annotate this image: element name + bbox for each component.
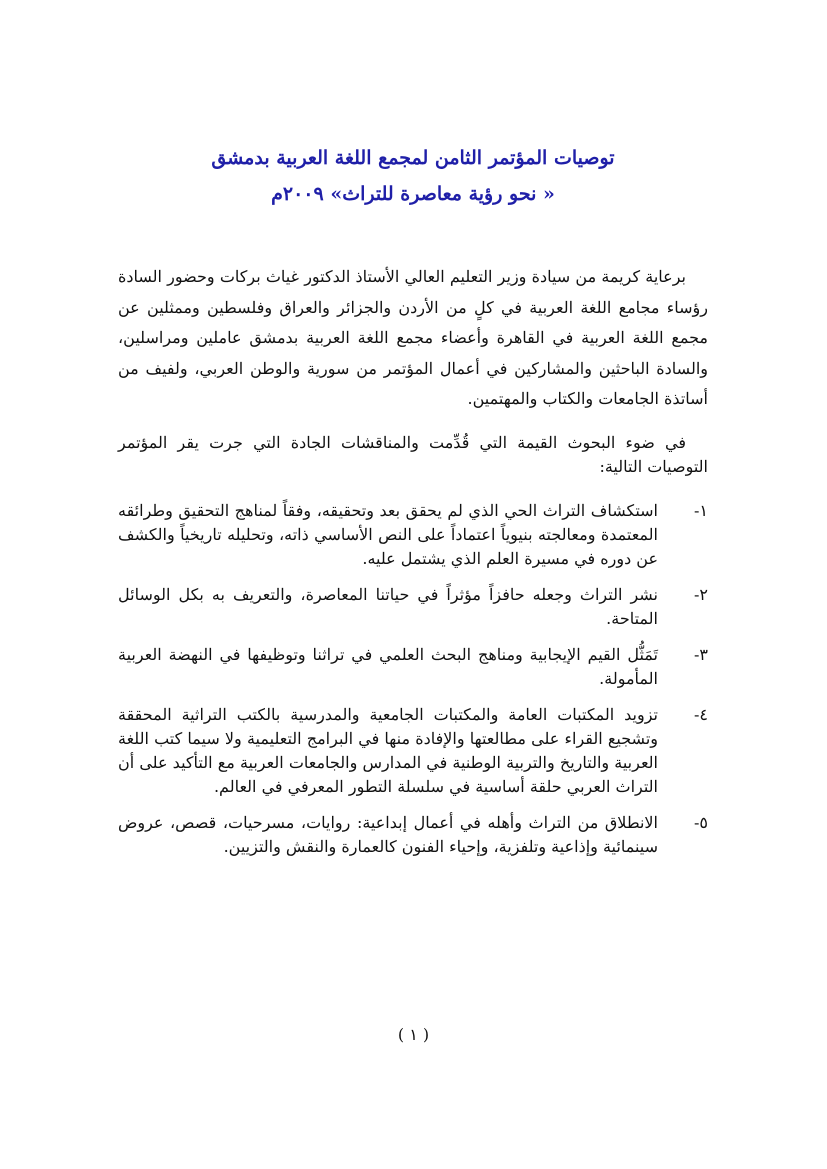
recommendation-number: ١- [694,500,708,520]
document-title: توصيات المؤتمر الثامن لمجمع اللغة العربية بدمشق [211,147,615,169]
page-number: ( ١ ) [397,1025,430,1044]
recommendation-number: ٢- [694,584,708,604]
recommendations-list [118,499,708,859]
document-page [118,140,708,871]
recommendation-text: استكشاف التراث الحي الذي لم يحقق بعد وتحقيقه، وفقاً لمناهج التحقيق وطرائقه المعتمدة ومعالجته بنيوياً اعتماداً على النص الأساسي ذاته، وتحليله تاريخياً والكشف عن دوره في مسيرة العلم الذي يشتمل عليه. [118,500,658,568]
recommendation-text: نشر التراث وجعله حافزاً مؤثراً في حياتنا المعاصرة، والتعريف به بكل الوسائل المتاحة. [118,584,658,628]
recommendation-number: ٥- [694,812,708,832]
recommendation-text: الانطلاق من التراث وأهله في أعمال إبداعية: روايات، مسرحيات، قصص، عروض سينمائية وإذاعية وتلفزية، وإحياء الفنون كالعمارة والنقش والتزيين. [118,812,658,856]
recommendation-item [118,583,708,631]
recommendation-item [118,703,708,799]
document-subtitle: « نحو رؤية معاصرة للتراث» ٢٠٠٩م [271,183,555,205]
intro-paragraph: في ضوء البحوث القيمة التي قُدِّمت والمناقشات الجادة التي جرت يقر المؤتمر التوصيات التالية: [118,432,708,476]
recommendation-item [118,643,708,691]
recommendation-text: تَمَثُّل القيم الإيجابية ومناهج البحث العلمي في تراثنا وتوظيفها في النهضة العربية المأمولة. [118,644,658,688]
recommendation-item [118,811,708,859]
title-block [118,140,708,212]
opening-paragraph: برعاية كريمة من سيادة وزير التعليم العالي الأستاذ الدكتور غياث بركات وحضور السادة رؤساء مجامع اللغة العربية في كلٍ من الأردن والجزائر والعراق وفلسطين وممثلين عن مجمع اللغة العربية في القاهرة وأعضاء مجمع اللغة العربية بدمشق عاملين ومراسلين، والسادة الباحثين والمشاركين في أعمال المؤتمر من سورية والوطن العربي، ولفيف من أساتذة الجامعات والكتاب والمهتمين. [118,267,708,408]
recommendation-text: تزويد المكتبات العامة والمكتبات الجامعية والمدرسية بالكتب التراثية المحققة وتشجيع القراء على مطالعتها والإفادة منها في البرامج التعليمية ولا سيما كتب اللغة العربية والتاريخ والتربية الوطنية في المدارس والجامعات العربية مع التأكيد على أن التراث العربي حلقة أساسية في سلسلة التطور المعرفي في العالم. [118,704,658,796]
recommendation-number: ٤- [694,704,708,724]
recommendation-item [118,499,708,571]
recommendation-number: ٣- [694,644,708,664]
